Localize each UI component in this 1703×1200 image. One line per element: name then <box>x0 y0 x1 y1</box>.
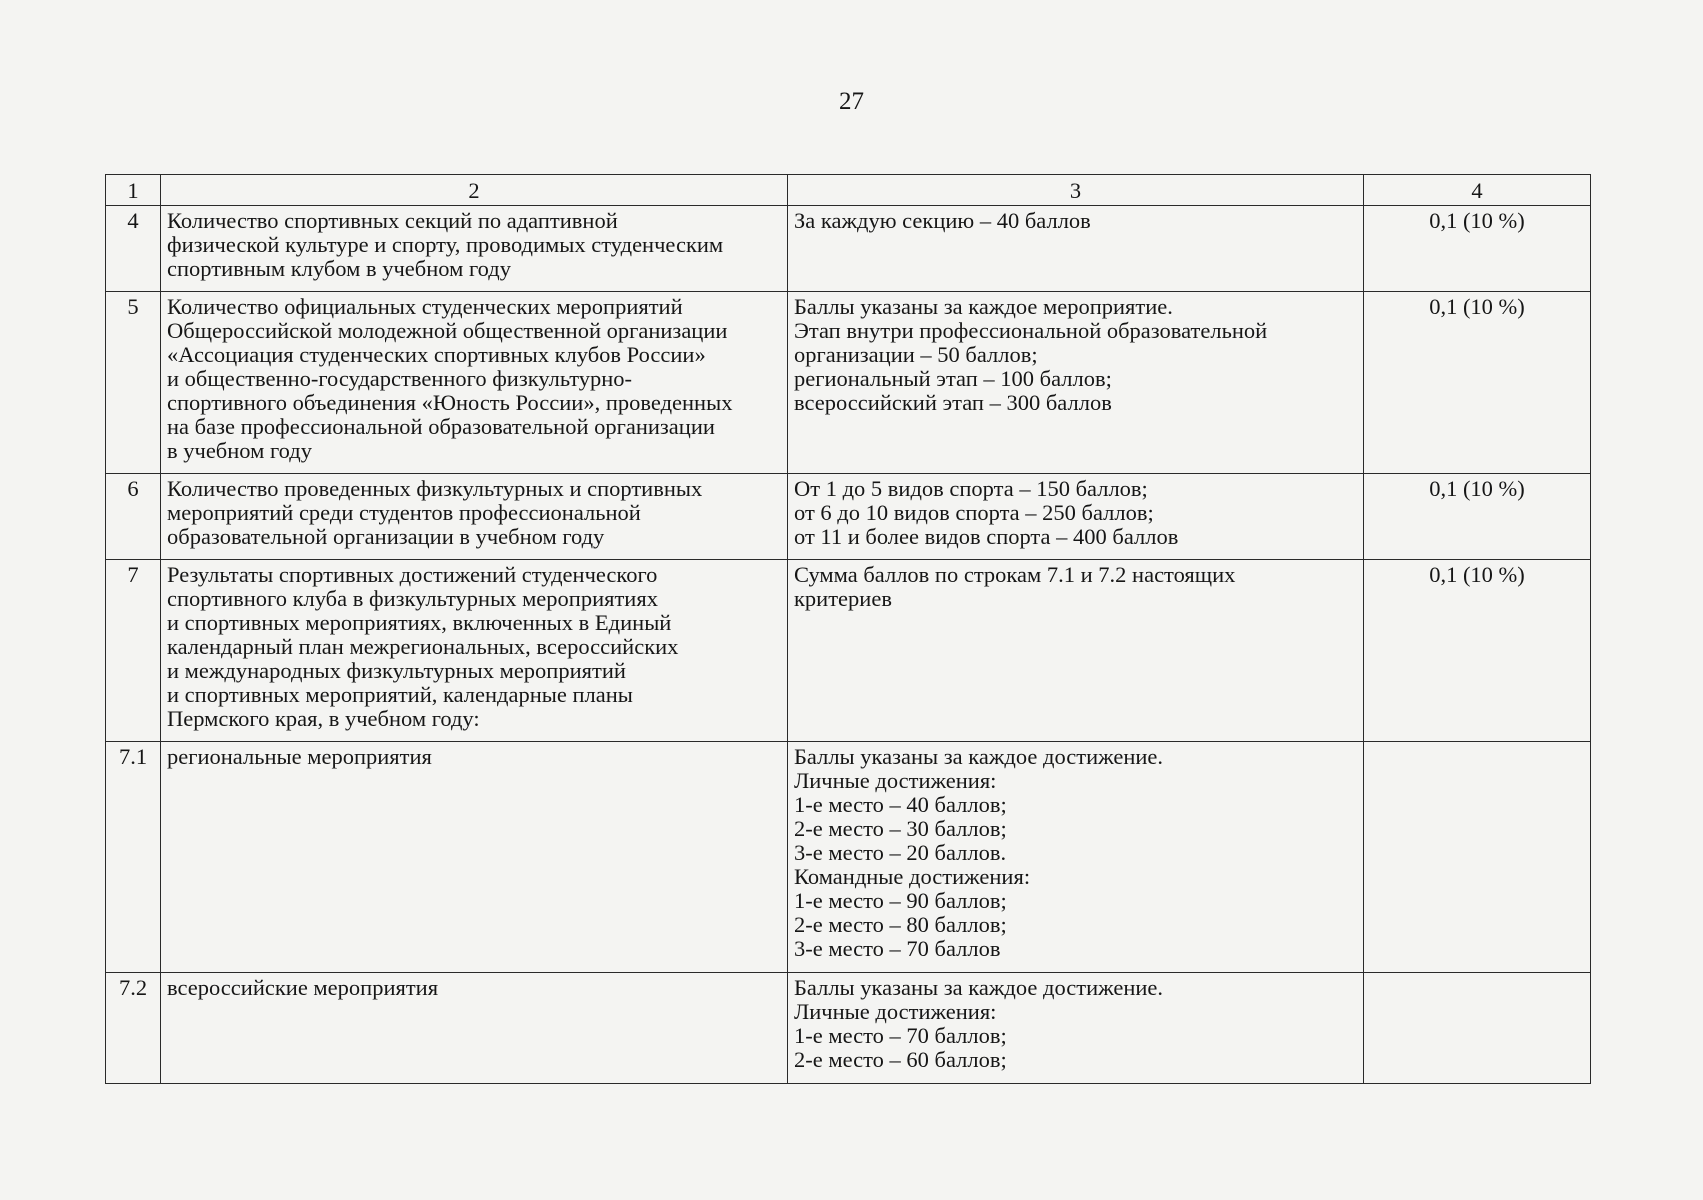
points-cell: За каждую секцию – 40 баллов <box>788 206 1364 292</box>
criterion-cell: всероссийские мероприятия <box>161 973 788 1084</box>
row-number: 4 <box>106 206 161 292</box>
header-cell: 4 <box>1364 175 1591 206</box>
criterion-cell: Количество официальных студенческих мероприятий Общероссийской молодежной общественной организации «Ассоциация студенческих спортивных клубов России» и общественно-государственного физкультурно- спортивного объединения «Юность России», проведенных на базе профессиональной образовательной организации в учебном году <box>161 292 788 474</box>
weight-cell: 0,1 (10 %) <box>1364 292 1591 474</box>
table-row <box>106 560 1591 742</box>
criteria-table <box>105 174 1591 1084</box>
table-row <box>106 973 1591 1084</box>
points-cell: Баллы указаны за каждое достижение. Личные достижения: 1-е место – 70 баллов; 2-е место – 60 баллов; <box>788 973 1364 1084</box>
weight-cell: 0,1 (10 %) <box>1364 474 1591 560</box>
table-header-row <box>106 175 1591 206</box>
header-cell: 3 <box>788 175 1364 206</box>
table-row <box>106 206 1591 292</box>
criterion-cell: Результаты спортивных достижений студенческого спортивного клуба в физкультурных мероприятиях и спортивных мероприятиях, включенных в Единый календарный план межрегиональных, всероссийских и международных физкультурных мероприятий и спортивных мероприятий, календарные планы Пермского края, в учебном году: <box>161 560 788 742</box>
points-cell: От 1 до 5 видов спорта – 150 баллов; от 6 до 10 видов спорта – 250 баллов; от 11 и более видов спорта – 400 баллов <box>788 474 1364 560</box>
criterion-cell: Количество проведенных физкультурных и спортивных мероприятий среди студентов профессиональной образовательной организации в учебном году <box>161 474 788 560</box>
row-number: 7 <box>106 560 161 742</box>
weight-cell <box>1364 973 1591 1084</box>
points-cell: Баллы указаны за каждое достижение. Личные достижения: 1-е место – 40 баллов; 2-е место – 30 баллов; 3-е место – 20 баллов. Командные достижения: 1-е место – 90 баллов; 2-е место – 80 баллов; 3-е место – 70 баллов <box>788 742 1364 973</box>
table-row <box>106 742 1591 973</box>
weight-cell: 0,1 (10 %) <box>1364 206 1591 292</box>
row-number: 7.1 <box>106 742 161 973</box>
points-cell: Баллы указаны за каждое мероприятие. Этап внутри профессиональной образовательной организации – 50 баллов; региональный этап – 100 баллов; всероссийский этап – 300 баллов <box>788 292 1364 474</box>
table-row <box>106 292 1591 474</box>
weight-cell <box>1364 742 1591 973</box>
header-cell: 2 <box>161 175 788 206</box>
row-number: 5 <box>106 292 161 474</box>
row-number: 6 <box>106 474 161 560</box>
page-number: 27 <box>839 88 864 115</box>
criterion-cell: Количество спортивных секций по адаптивной физической культуре и спорту, проводимых студенческим спортивным клубом в учебном году <box>161 206 788 292</box>
row-number: 7.2 <box>106 973 161 1084</box>
weight-cell: 0,1 (10 %) <box>1364 560 1591 742</box>
table-row <box>106 474 1591 560</box>
points-cell: Сумма баллов по строкам 7.1 и 7.2 настоящих критериев <box>788 560 1364 742</box>
header-cell: 1 <box>106 175 161 206</box>
criterion-cell: региональные мероприятия <box>161 742 788 973</box>
